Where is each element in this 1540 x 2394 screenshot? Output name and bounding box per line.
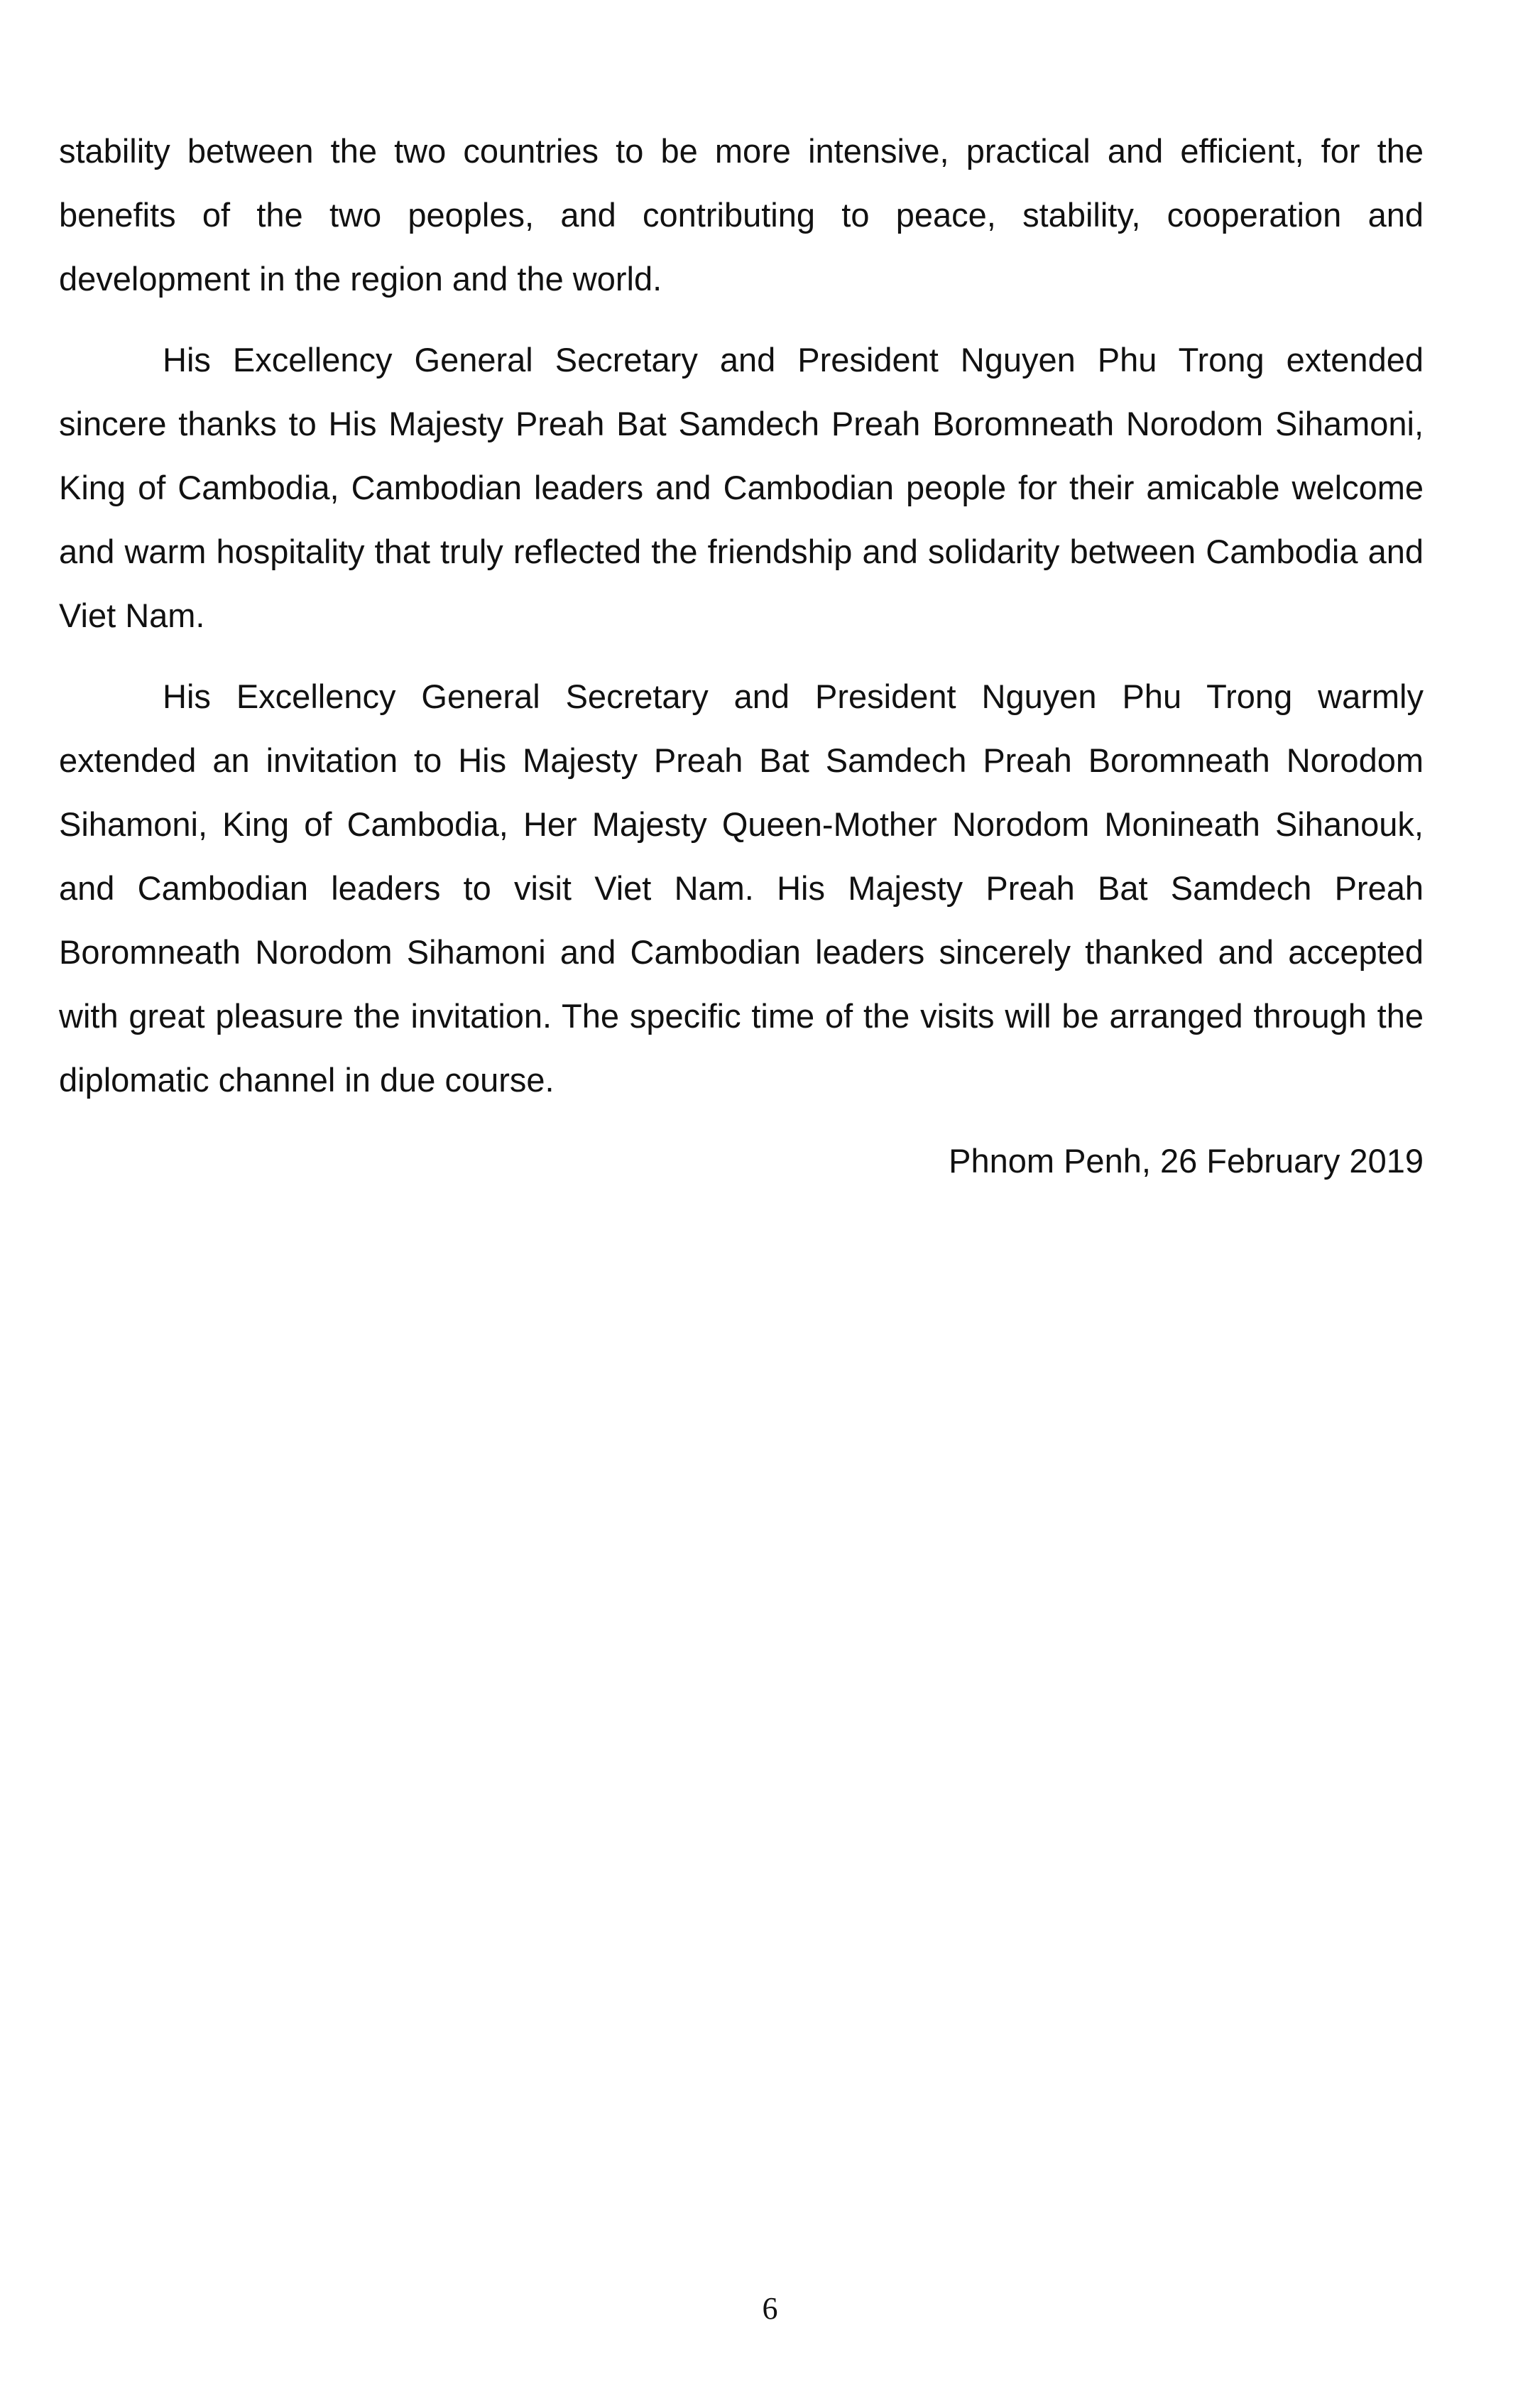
- paragraph-invitation: His Excellency General Secretary and President Nguyen Phu Trong warmly extended an invitation to His Majesty Preah Bat Samdech Preah Boromneath Norodom Sihamoni, King of Cambodia, Her Majesty Queen-Mother Norodom Monineath Sihanouk, and Cambodian leaders to visit Viet Nam. His Majesty Preah Bat Samdech Preah Boromneath Norodom Sihamoni and Cambodian leaders sincerely thanked and accepted with great pleasure the invitation. The specific time of the visits will be arranged through the diplomatic channel in due course.: [59, 678, 1424, 1099]
- place-date: Phnom Penh, 26 February 2019: [949, 1142, 1424, 1180]
- body-text: [59, 119, 1424, 1193]
- paragraph-thanks: His Excellency General Secretary and President Nguyen Phu Trong extended sincere thanks to His Majesty Preah Bat Samdech Preah Boromneath Norodom Sihamoni, King of Cambodia, Cambodian leaders and Cambodian people for their amicable welcome and warm hospitality that truly reflected the friendship and solidarity between Cambodia and Viet Nam.: [59, 341, 1424, 634]
- page-number: 6: [762, 2291, 778, 2326]
- paragraph-continuation: stability between the two countries to be more intensive, practical and efficient, for the benefits of the two peoples, and contributing to peace, stability, cooperation and development in the region and the world.: [59, 132, 1424, 298]
